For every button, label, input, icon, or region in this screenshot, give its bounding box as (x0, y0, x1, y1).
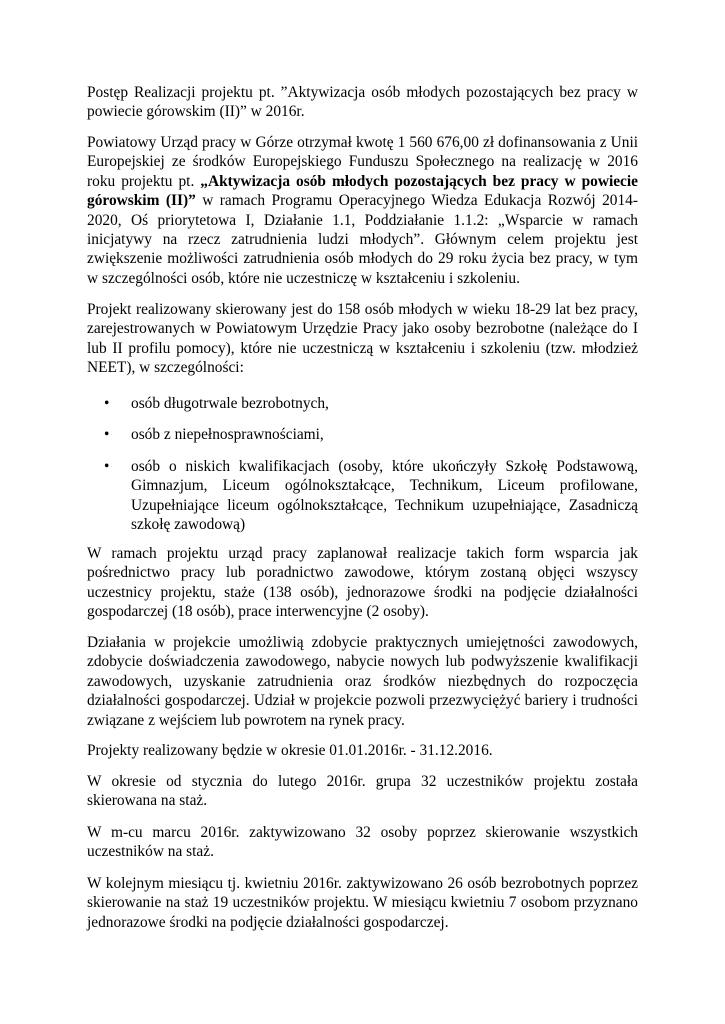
bullet-icon: • (104, 457, 110, 475)
bullet-icon: • (104, 426, 110, 444)
project-name: „Aktywizacja osób młodych pozostających bez pracy w powiecie górowskim (II)” (87, 172, 638, 210)
list-item-text: osób z niepełnosprawnościami, (131, 426, 324, 444)
jan-feb-paragraph: W okresie od stycznia do lutego 2016r. grupa 32 uczestników projektu została skierowana na staż. (87, 773, 638, 810)
bullet-icon: • (104, 395, 110, 412)
intro-text-part2: w ramach Programu Operacyjnego Wiedza Edukacja Rozwój 2014-2020, Oś priorytetowa I, Działanie 1.1, Poddziałanie 1.1.2: „Wsparcie w ramach inicjatywy na rzecz zatrudnienia ludzi młodych”. Głównym celem projektu jest zwiększenie możliwości zatrudnienia osób młodych do 29 roku życia bez pracy, w tym w szczególności osób, które nie uczestniczę w kształceniu i szkoleniu. (87, 192, 638, 287)
intro-text-part1: Powiatowy Urząd pracy w Górze otrzymał kwotę 1 560 676,00 zł dofinansowania z Unii Europejskiej ze środków Europejskiego Funduszu Społecznego na realizację w 2016 roku projektu pt. (87, 134, 638, 190)
list-item-text: osób o niskich kwalifikacjach (osoby, które ukończyły Szkołę Podstawową, Gimnazjum, Liceum ogólnokształcące, Technikum, Liceum profilowane, Uzupełniające liceum ogólnokształcące, Technikum uzupełniające, Zasadniczą szkołę zawodową) (131, 457, 638, 534)
april-paragraph: W kolejnym miesiącu tj. kwietniu 2016r. zaktywizowano 26 osób bezrobotnych poprzez skierowanie na staż 19 uczestników projektu. W miesiącu kwietniu 7 osobom przyznano jednorazowe środki na podjęcie działalności gospodarczej. (87, 875, 638, 931)
list-item (87, 394, 638, 413)
intro-paragraph (87, 133, 638, 288)
target-group-paragraph: Projekt realizowany skierowany jest do 158 osób młodych w wieku 18-29 lat bez pracy, zarejestrowanych w Powiatowym Urzędzie Pracy jako osoby bezrobotne (należące do I lub II profilu pomocy), które nie uczestniczą w kształceniu i szkoleniu (tzw. młodzież NEET), w szczególności: (87, 301, 638, 377)
period-paragraph: Projekty realizowany będzie w okresie 01.01.2016r. - 31.12.2016. (87, 742, 493, 759)
march-paragraph: W m-cu marcu 2016r. zaktywizowano 32 osoby poprzez skierowanie wszystkich uczestników na staż. (87, 824, 638, 861)
bullet-list (87, 394, 638, 534)
list-item (87, 425, 638, 444)
list-item (87, 457, 638, 535)
actions-paragraph: Działania w projekcie umożliwią zdobycie praktycznych umiejętności zawodowych, zdobycie doświadczenia zawodowego, nabycie nowych lub podwyższenie kwalifikacji zawodowych, uzyskanie zatrudnienia oraz środków niezbędnych do rozpoczęcia działalności gospodarczej. Udział w projekcie pozwoli przezwyciężyć bariery i trudności związane z wejściem lub powrotem na rynek pracy. (87, 634, 638, 729)
list-item-text: osób długotrwale bezrobotnych, (131, 395, 329, 412)
title-paragraph: Postęp Realizacji projektu pt. ”Aktywizacja osób młodych pozostających bez pracy w powiecie górowskim (II)” w 2016r. (87, 84, 638, 121)
forms-of-support-paragraph: W ramach projektu urząd pracy zaplanował realizacje takich form wsparcia jak pośrednictwo pracy lub poradnictwo zawodowe, którym zostaną objęci wszyscy uczestnicy projektu, staże (138 osób), jednorazowe środki na podjęcie działalności gospodarczej (18 osób), prace interwencyjne (2 osoby). (87, 545, 638, 621)
